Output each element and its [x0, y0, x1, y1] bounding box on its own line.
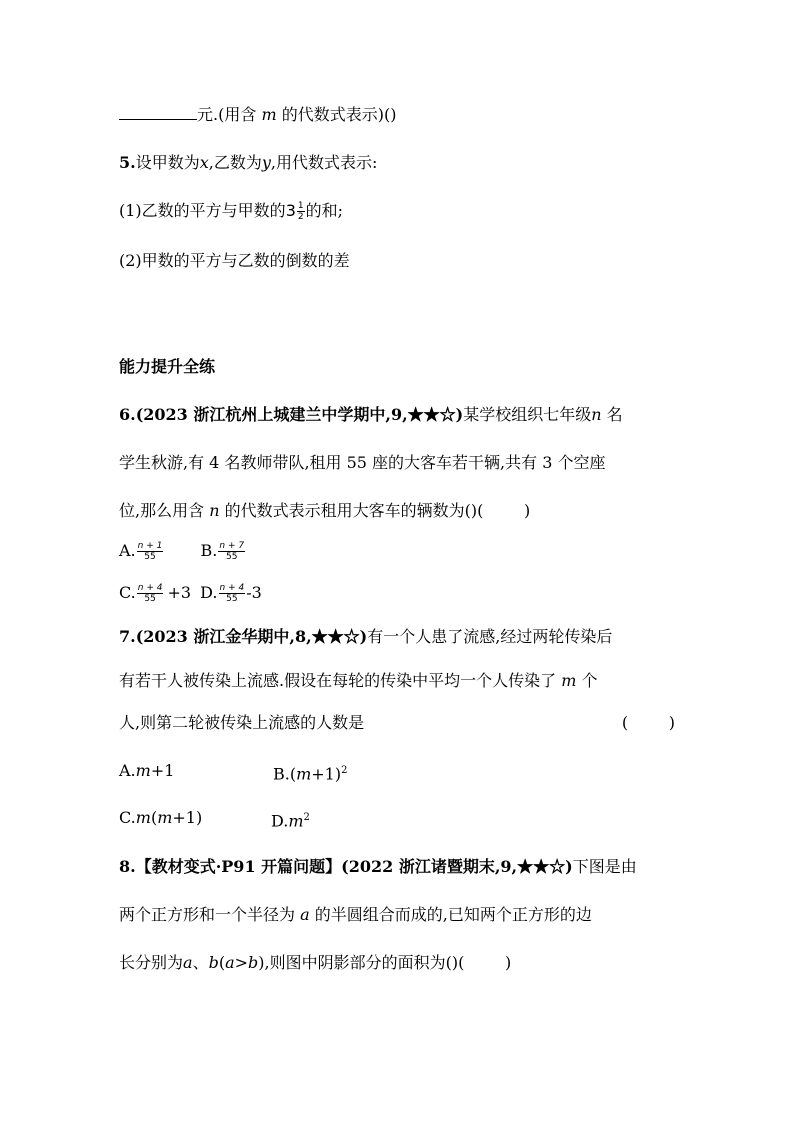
option-c-label: C. — [119, 808, 136, 827]
q8-var-a: a — [300, 905, 310, 924]
option-c-label: C. — [119, 583, 136, 602]
q6-text3: 位,那么用含 — [119, 501, 205, 520]
option-b — [273, 760, 347, 785]
q8-sep: 、 — [192, 953, 209, 972]
option-a-var: m — [135, 761, 151, 780]
q5-stem-text2: ,乙数为 — [208, 153, 262, 172]
q8-line2 — [119, 904, 592, 926]
q6-source: (2023 浙江杭州上城建兰中学期中,9,★★☆) — [135, 405, 464, 424]
option-d-label: D. — [271, 811, 289, 831]
q8-var-a2: a — [183, 953, 193, 972]
fraction-denominator: 55 — [226, 594, 238, 604]
q5-stem-text3: ,用代数式表示: — [270, 153, 378, 172]
q7-options-cd — [119, 807, 310, 831]
q7-options-ab — [119, 760, 348, 784]
fraction-denominator: 55 — [144, 552, 156, 562]
q8-text3: 的半圆组合而成的,已知两个正方形的边 — [314, 905, 592, 924]
option-a-label: A. — [119, 761, 136, 780]
q7-text3: 个 — [581, 671, 598, 690]
q8-var-b2: b — [248, 953, 259, 972]
option-b-label: B. — [200, 541, 218, 560]
q6-var-n2: n — [209, 501, 220, 520]
q4-var: m — [261, 105, 277, 124]
section-title: 能力提升全练 — [119, 357, 216, 376]
option-d-fraction — [219, 583, 246, 604]
option-c-var2: m — [157, 808, 173, 827]
option-a-tail: +1 — [150, 761, 175, 780]
q4-tail-line — [119, 104, 396, 126]
q6-text: 某学校组织七年级 — [463, 405, 592, 424]
q8-paren-open: ( — [218, 953, 226, 972]
q8-line1 — [119, 856, 637, 878]
option-c-fraction — [137, 583, 164, 604]
option-b-fraction — [218, 541, 245, 562]
q6-number: 6. — [119, 405, 136, 424]
q6-var-n: n — [591, 405, 602, 424]
q6-line1 — [119, 404, 623, 426]
option-d-tail: -3 — [246, 583, 262, 602]
q6-line2: 学生秋游,有 4 名教师带队,租用 55 座的大客车若干辆,共有 3 个空座 — [119, 453, 606, 472]
option-b-tail: +1) — [311, 764, 342, 784]
q5-part2-text: 甲数的平方与乙数的倒数的差 — [141, 251, 350, 270]
q5-number: 5. — [119, 153, 136, 172]
q7-var-m: m — [561, 671, 577, 690]
fraction-numerator: n + 4 — [137, 583, 163, 593]
q5-part1 — [119, 200, 343, 222]
q7-line3 — [119, 712, 675, 734]
q7-text: 有一个人患了流感,经过两轮传染后 — [367, 627, 613, 646]
q5-part1-label: (1) — [119, 201, 142, 220]
q8-var-b: b — [208, 953, 219, 972]
option-b-exponent: 2 — [341, 765, 348, 776]
q7-text2: 有若干人被传染上流感.假设在每轮的传染中平均一个人传染了 — [119, 671, 557, 690]
q5-part2-label: (2) — [119, 251, 142, 270]
fraction-one-half — [297, 201, 305, 222]
q5-var-y: y — [261, 153, 271, 172]
q5-part2 — [119, 250, 350, 272]
q5-part1-text: 乙数的平方与甲数的 — [141, 201, 286, 220]
fraction-numerator: n + 4 — [219, 583, 245, 593]
option-c-var: m — [135, 808, 151, 827]
option-c-tail: +3 — [167, 583, 192, 602]
q6-text2: 名 — [606, 405, 623, 424]
q4-text2: 的代数式表示)() — [281, 105, 397, 124]
q8-text2: 两个正方形和一个半径为 — [119, 905, 296, 924]
option-a-fraction — [137, 541, 164, 562]
mixed-number-whole: 3 — [285, 201, 296, 220]
q7-number: 7. — [119, 627, 136, 646]
answer-parens: ( ) — [477, 501, 531, 520]
q5-stem-text: 设甲数为 — [135, 153, 200, 172]
q7-text4: 人,则第二轮被传染上流感的人数是 — [119, 713, 365, 732]
q6-options-ab — [119, 540, 246, 562]
q6-options-cd — [119, 582, 262, 604]
option-d-exponent: 2 — [303, 812, 310, 823]
option-c-tail: +1) — [172, 808, 203, 827]
q5-var-x: x — [199, 153, 209, 172]
q8-var-a3: a — [225, 953, 235, 972]
q8-text4: 长分别为 — [119, 953, 184, 972]
q4-text: 元.(用含 — [197, 105, 257, 124]
q8-tag: 【教材变式·P91 开篇问题】 — [135, 857, 342, 876]
q8-text: 下图是由 — [572, 857, 637, 876]
fraction-numerator: 1 — [297, 201, 304, 211]
answer-parens: ( ) — [458, 953, 512, 972]
option-a-label: A. — [119, 541, 136, 560]
q8-number: 8. — [119, 857, 136, 876]
q7-source: (2023 浙江金华期中,8,★★☆) — [135, 627, 368, 646]
q6-text4: 的代数式表示租用大客车的辆数为() — [224, 501, 478, 520]
q7-line2 — [119, 670, 597, 692]
q8-text5: ),则图中阴影部分的面积为() — [258, 953, 459, 972]
option-c-paren: ( — [150, 808, 158, 827]
fraction-numerator: n + 7 — [219, 541, 245, 551]
answer-parens: ( ) — [621, 713, 675, 732]
q7-line1 — [119, 626, 612, 648]
q5-part1-text2: 的和; — [305, 201, 344, 220]
option-d-label: D. — [200, 583, 218, 602]
option-d-var: m — [288, 811, 304, 831]
option-b-label: B.( — [273, 764, 297, 784]
q6-line3 — [119, 500, 530, 522]
answer-blank — [119, 105, 197, 120]
fraction-denominator: 2 — [297, 212, 304, 222]
fraction-denominator: 55 — [144, 594, 156, 604]
q8-source: (2022 浙江诸暨期末,9,★★☆) — [341, 857, 573, 876]
q5-stem — [119, 152, 377, 174]
option-b-var: m — [296, 764, 312, 784]
fraction-numerator: n + 1 — [137, 541, 163, 551]
q8-line3 — [119, 952, 511, 974]
fraction-denominator: 55 — [226, 552, 238, 562]
q8-gt: > — [234, 953, 249, 972]
option-d — [271, 807, 310, 832]
